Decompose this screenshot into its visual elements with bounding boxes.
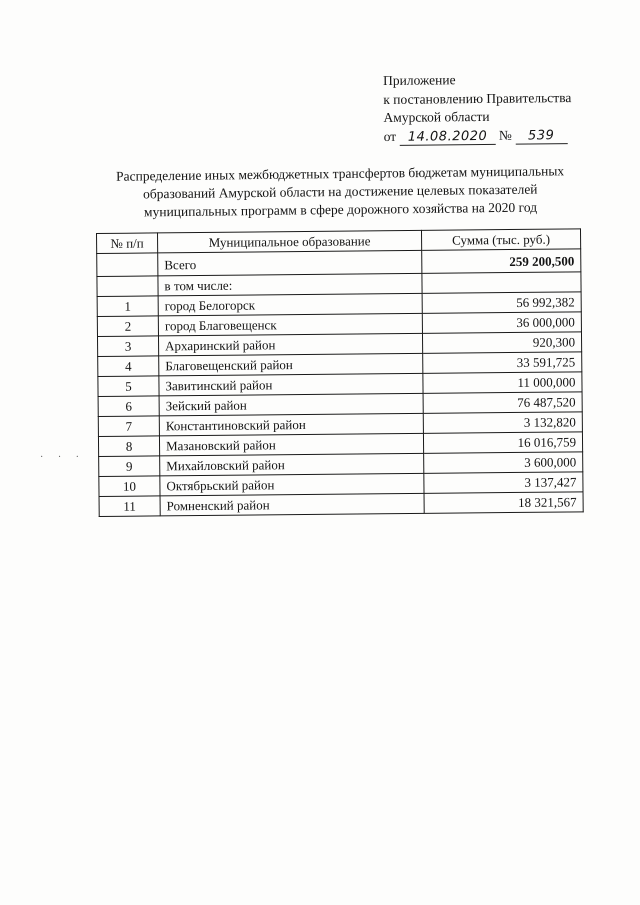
including-amount-cell	[422, 272, 581, 294]
handwritten-date: 14.08.2020	[399, 128, 495, 145]
row-number: 6	[98, 396, 159, 417]
header-amount: Сумма (тыс. руб.)	[421, 229, 580, 251]
row-number: 5	[98, 376, 159, 397]
row-number: 11	[99, 496, 160, 517]
municipality-name: город Белогорск	[158, 293, 422, 316]
distribution-table-wrapper	[96, 228, 583, 517]
transfer-amount: 3 137,427	[424, 472, 583, 494]
header-number: № п/п	[97, 233, 158, 254]
municipality-name: Архаринский район	[158, 333, 422, 356]
number-sign: №	[498, 127, 512, 143]
table-row	[99, 492, 583, 517]
distribution-table	[96, 228, 584, 517]
transfer-amount: 76 487,520	[423, 392, 582, 414]
handwritten-number: 539	[515, 128, 567, 145]
row-number: 8	[98, 436, 159, 457]
transfer-amount: 3 600,000	[424, 452, 583, 474]
municipality-name: Завитинский район	[159, 373, 423, 396]
transfer-amount: 18 321,567	[424, 492, 583, 514]
row-number: 3	[97, 336, 158, 357]
total-number-cell	[97, 253, 158, 277]
document-title	[94, 162, 587, 222]
including-number-cell	[97, 276, 158, 297]
row-number: 4	[98, 356, 159, 377]
transfer-amount: 920,300	[422, 332, 581, 354]
scan-specks: · · ·	[40, 452, 85, 463]
row-number: 2	[97, 316, 158, 337]
region-name: Амурской области	[383, 108, 490, 125]
total-amount: 259 200,500	[422, 249, 581, 274]
appendix-header	[383, 69, 624, 146]
appendix-label: Приложение	[383, 72, 456, 88]
row-number: 7	[98, 416, 159, 437]
transfer-amount: 11 000,000	[423, 372, 582, 394]
transfer-amount: 36 000,000	[422, 312, 581, 334]
municipality-name: Михайловский район	[160, 453, 424, 476]
municipality-name: Ромненский район	[160, 493, 424, 516]
municipality-name: Мазановский район	[159, 433, 423, 456]
decree-date-number	[384, 125, 624, 146]
municipality-name: Константиновский район	[159, 413, 423, 436]
transfer-amount: 56 992,382	[422, 292, 581, 314]
municipality-name: Благовещенский район	[159, 353, 423, 376]
municipality-name: Октябрьский район	[160, 473, 424, 496]
municipality-name: город Благовещенск	[158, 313, 422, 336]
header-municipality: Муниципальное образование	[158, 230, 422, 253]
row-number: 9	[99, 456, 160, 477]
resolution-reference: к постановлению Правительства	[383, 89, 572, 107]
date-prefix: от	[383, 128, 397, 144]
including-label: в том числе:	[158, 273, 422, 296]
transfer-amount: 33 591,725	[423, 352, 582, 374]
total-label: Всего	[158, 250, 422, 276]
title-line-1: Распределение иных межбюджетных трансфертов бюджетам муниципальных	[115, 163, 565, 184]
title-line-2: образований Амурской области на достижение целевых показателей	[143, 181, 538, 202]
transfer-amount: 3 132,820	[423, 412, 582, 434]
title-line-3: муниципальных программ в сфере дорожного хозяйства на 2020 год	[143, 199, 538, 220]
transfer-amount: 16 016,759	[423, 432, 582, 454]
municipality-name: Зейский район	[159, 393, 423, 416]
row-number: 10	[99, 476, 160, 497]
row-number: 1	[97, 296, 158, 317]
